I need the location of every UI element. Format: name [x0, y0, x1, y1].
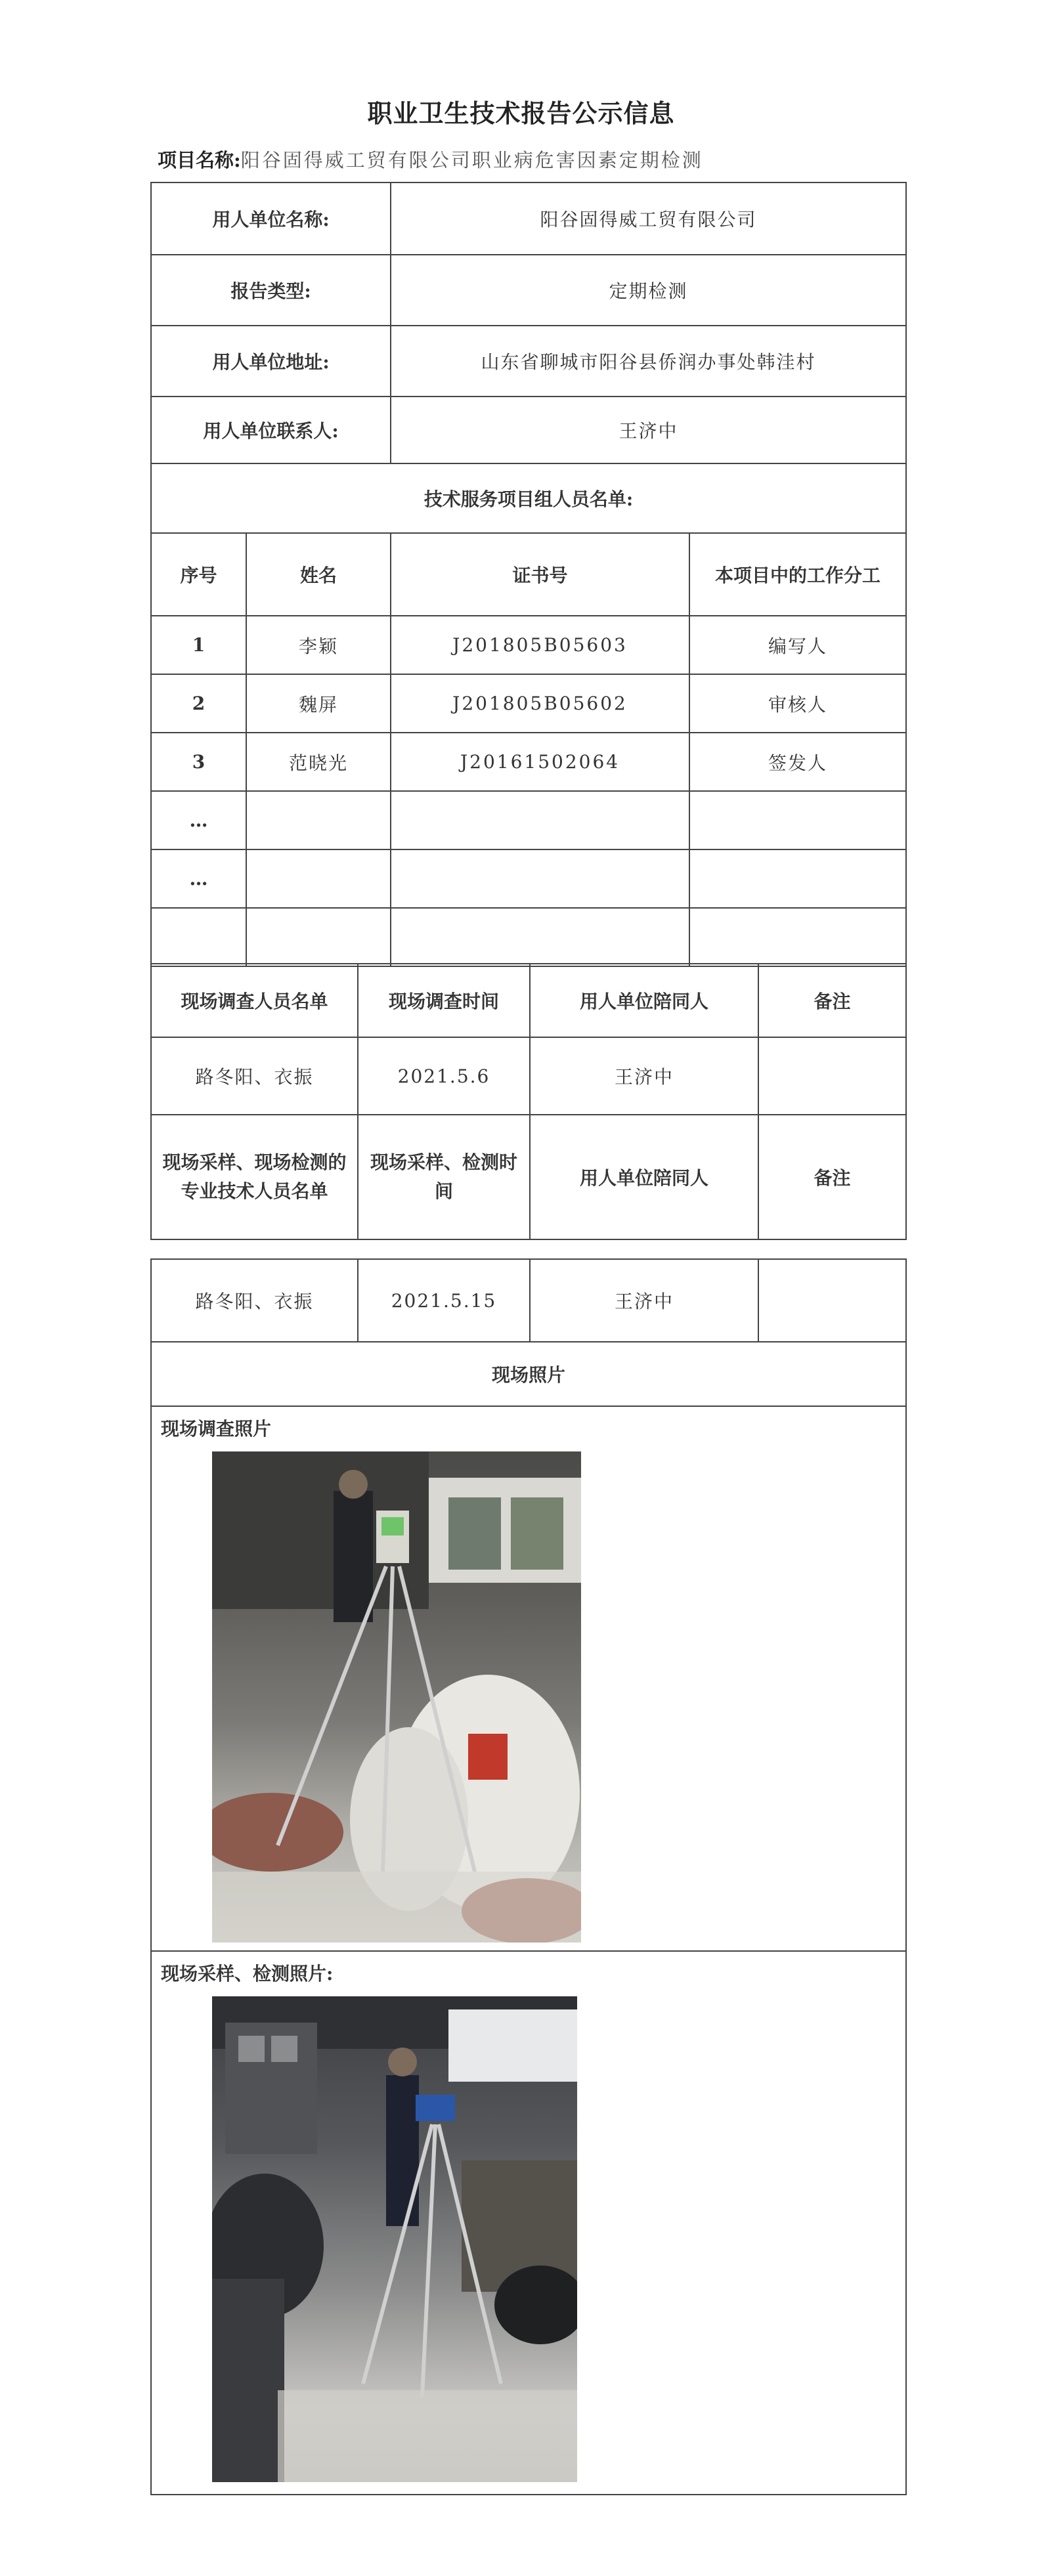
column-header: 本项目中的工作分工: [689, 533, 906, 616]
info-value: 阳谷固得威工贸有限公司: [391, 182, 906, 255]
cell-name: 魏屏: [246, 674, 391, 733]
column-header: 用人单位陪同人: [530, 964, 758, 1037]
sampling-photo-row: [151, 1951, 906, 2495]
table-row: [151, 791, 906, 849]
table-row: [151, 674, 906, 733]
survey-note: [758, 1037, 906, 1115]
info-label: 报告类型:: [151, 255, 391, 326]
cell-name: [246, 849, 391, 908]
cell-cert: [391, 791, 689, 849]
info-value: 王济中: [391, 397, 906, 463]
table-row: [151, 849, 906, 908]
sampling-people: 路冬阳、衣振: [151, 1259, 358, 1342]
table-row: [151, 733, 906, 791]
survey-header-row: [151, 964, 906, 1037]
cell-no: …: [151, 849, 246, 908]
cell-role: [689, 908, 906, 966]
survey-date: 2021.5.6: [358, 1037, 530, 1115]
info-value: 定期检测: [391, 255, 906, 326]
cell-no: 1: [151, 616, 246, 674]
photos-table: [150, 1258, 907, 2495]
cell-name: 李颖: [246, 616, 391, 674]
survey-photo: [212, 1451, 581, 1943]
info-row: [151, 255, 906, 326]
cell-name: [246, 791, 391, 849]
sampling-photo-label: 现场采样、检测照片:: [161, 1963, 334, 1985]
team-header-row: [151, 533, 906, 616]
column-header: 现场调查时间: [358, 964, 530, 1037]
sampling-row: [151, 1259, 906, 1342]
cell-cert: [391, 908, 689, 966]
column-header: 用人单位陪同人: [530, 1115, 758, 1239]
cell-no: [151, 908, 246, 966]
info-row: [151, 182, 906, 255]
project-name-line: [158, 146, 703, 173]
cell-name: 范晓光: [246, 733, 391, 791]
column-header: 现场调查人员名单: [151, 964, 358, 1037]
survey-photo-image: [212, 1451, 581, 1943]
cell-role: [689, 791, 906, 849]
column-header: 证书号: [391, 533, 689, 616]
info-label: 用人单位联系人:: [151, 397, 391, 463]
cell-cert: J20161502064: [391, 733, 689, 791]
cell-no: 3: [151, 733, 246, 791]
page-title: 职业卫生技术报告公示信息: [367, 98, 675, 128]
info-table: [150, 182, 907, 967]
cell-role: 编写人: [689, 616, 906, 674]
info-value: 山东省聊城市阳谷县侨润办事处韩洼村: [391, 326, 906, 397]
column-header: 备注: [758, 1115, 906, 1239]
cell-cert: [391, 849, 689, 908]
photos-heading-row: [151, 1342, 906, 1406]
sampling-note: [758, 1259, 906, 1342]
survey-row: [151, 1037, 906, 1115]
survey-escort: 王济中: [530, 1037, 758, 1115]
team-heading-row: [151, 463, 906, 533]
info-label: 用人单位名称:: [151, 182, 391, 255]
table-row: [151, 908, 906, 966]
sampling-photo: [212, 1996, 577, 2482]
survey-table: [150, 963, 907, 1240]
survey-people: 路冬阳、衣振: [151, 1037, 358, 1115]
sampling-date: 2021.5.15: [358, 1259, 530, 1342]
cell-no: 2: [151, 674, 246, 733]
cell-cert: J201805B05603: [391, 616, 689, 674]
project-name-value: 阳谷固得威工贸有限公司职业病危害因素定期检测: [240, 149, 703, 171]
sampling-escort: 王济中: [530, 1259, 758, 1342]
column-header: 现场采样、检测时间: [358, 1115, 530, 1239]
cell-cert: J201805B05602: [391, 674, 689, 733]
info-row: [151, 326, 906, 397]
info-row: [151, 397, 906, 463]
info-label: 用人单位地址:: [151, 326, 391, 397]
survey-photo-row: [151, 1406, 906, 1951]
cell-role: [689, 849, 906, 908]
cell-role: 审核人: [689, 674, 906, 733]
cell-name: [246, 908, 391, 966]
sampling-photo-image: [212, 1996, 577, 2482]
column-header: 备注: [758, 964, 906, 1037]
column-header: 姓名: [246, 533, 391, 616]
cell-role: 签发人: [689, 733, 906, 791]
column-header: 序号: [151, 533, 246, 616]
table-row: [151, 616, 906, 674]
photos-heading: 现场照片: [151, 1342, 906, 1406]
project-name-label: 项目名称:: [158, 149, 241, 171]
survey-photo-label: 现场调查照片: [161, 1418, 272, 1440]
team-heading: 技术服务项目组人员名单:: [151, 463, 906, 533]
column-header: 现场采样、现场检测的专业技术人员名单: [151, 1115, 358, 1239]
cell-no: …: [151, 791, 246, 849]
sampling-header-row: [151, 1115, 906, 1239]
